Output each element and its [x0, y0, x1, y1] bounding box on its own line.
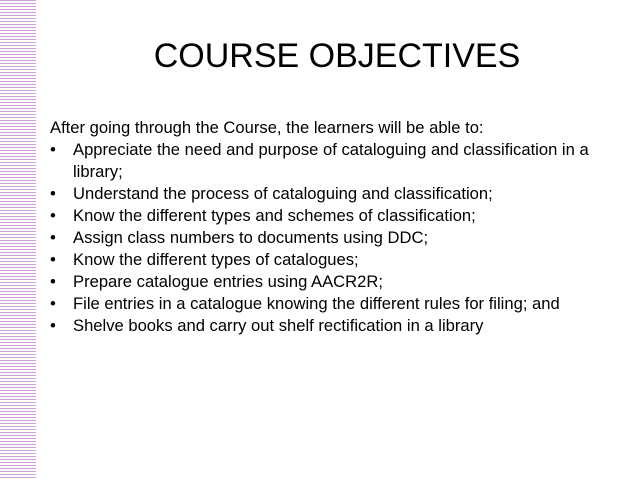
objective-text: Know the different types of catalogues; [73, 250, 359, 269]
objective-text: File entries in a catalogue knowing the different rules for filing; and [73, 294, 560, 313]
bullet-icon: • [50, 316, 56, 335]
objective-text: Know the different types and schemes of classification; [73, 206, 476, 225]
slide-title: COURSE OBJECTIVES [153, 37, 521, 75]
intro-text: After going through the Course, the learners will be able to: [50, 118, 484, 137]
list-item [50, 315, 620, 337]
list-item [50, 249, 620, 271]
objective-text: Appreciate the need and purpose of cataloguing and classification in a library; [73, 140, 589, 181]
objectives-list [50, 139, 620, 337]
bullet-icon: • [50, 228, 56, 247]
objective-text: Assign class numbers to documents using DDC; [73, 228, 429, 247]
bullet-icon: • [50, 250, 56, 269]
objective-text: Understand the process of cataloguing and classification; [73, 184, 493, 203]
objective-text: Shelve books and carry out shelf rectification in a library [73, 316, 484, 335]
bullet-icon: • [50, 272, 56, 291]
list-item [50, 293, 620, 315]
list-item [50, 183, 620, 205]
list-item [50, 205, 620, 227]
list-item [50, 139, 620, 183]
objective-text: Prepare catalogue entries using AACR2R; [73, 272, 383, 291]
bullet-icon: • [50, 294, 56, 313]
decorative-stripe-bar [0, 0, 36, 479]
slide-body [50, 117, 620, 337]
list-item [50, 271, 620, 293]
list-item [50, 227, 620, 249]
bullet-icon: • [50, 206, 56, 225]
bullet-icon: • [50, 184, 56, 203]
bullet-icon: • [50, 140, 56, 159]
